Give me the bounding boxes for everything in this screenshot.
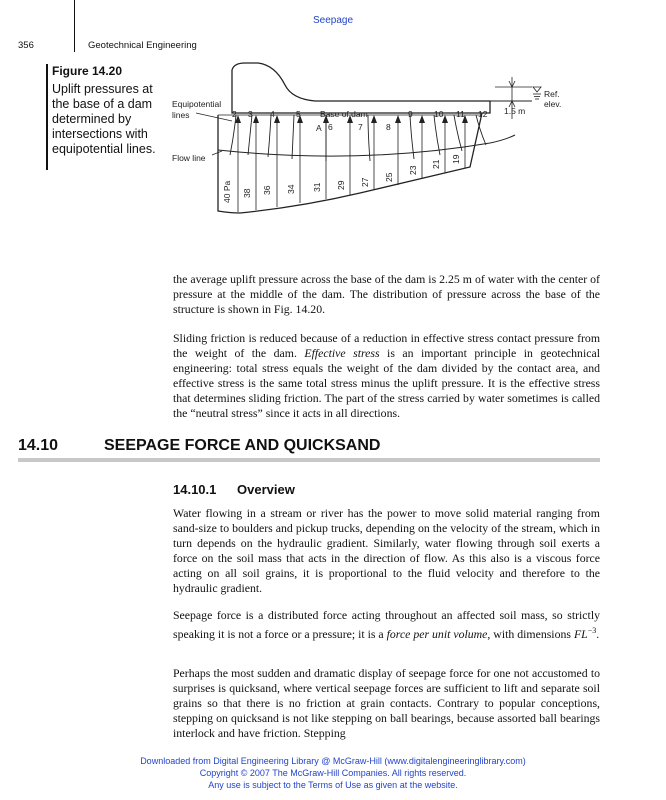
header-divider — [74, 0, 75, 52]
text-run: , with dimensions — [487, 626, 571, 641]
flow-line-leader — [212, 151, 222, 155]
paragraph-quicksand — [173, 666, 600, 741]
pressure-value: 29 — [336, 180, 346, 190]
equipotential-label-1: Equipotential — [172, 99, 222, 109]
footer-download-link[interactable]: Downloaded from Digital Engineering Library @ McGraw-Hill (www.digitalengineeringlibrary.com) — [140, 756, 526, 766]
footer-copyright: Copyright © 2007 The McGraw-Hill Companies. All rights reserved. — [199, 768, 467, 778]
figure-label: Figure 14.20 — [52, 64, 123, 78]
head-label: 1.5 m — [504, 106, 526, 116]
figure-caption: Uplift pressures at the base of a dam determined by intersections with equipotential lines. — [52, 82, 156, 156]
running-header-link[interactable]: Seepage — [312, 15, 354, 26]
line-number: 3 — [248, 109, 253, 119]
line-number: 10 — [434, 109, 444, 119]
pressure-value: 25 — [384, 172, 394, 182]
dimension: FL — [573, 626, 588, 641]
line-number: 12 — [478, 109, 488, 119]
pressure-value: 36 — [262, 185, 272, 195]
emphasis: force per unit volume — [386, 626, 488, 641]
text-run: Seepage force is a distributed force acting throughout an affected soil mass, so strictly speaking it is not a force or a pressure; it is a — [173, 608, 600, 641]
paragraph-sliding-friction — [173, 331, 600, 421]
paragraph-seepage-force — [173, 608, 600, 642]
inner-line-number: 8 — [386, 122, 391, 132]
paragraph-text: the average uplift pressure across the base of the dam is 2.25 m of water with the center of pressure at the middle of the dam. The distribution of pressure across the base of the structure is shown in Fig. 14.20. — [173, 272, 600, 316]
uplift-pressure-diagram — [160, 55, 600, 265]
flow-line-label: Flow line — [172, 153, 206, 163]
line-number: 4 — [270, 109, 275, 119]
figure-caption-bar — [46, 64, 48, 170]
running-head: Geotechnical Engineering — [88, 40, 197, 51]
paragraph-text — [173, 331, 600, 421]
subsection-number: 14.10.1 — [173, 482, 217, 497]
exponent: −3 — [587, 626, 597, 635]
equipotential-label-2: lines — [172, 110, 190, 120]
dam-outline — [232, 63, 490, 113]
paragraph-text: Perhaps the most sudden and dramatic display of seepage force for one not accustomed to surprises is quicksand, where vertical seepage forces are sufficient to lift and separate soil grains so that there is no friction at grain contacts. Contrary to popular conceptions, stepping on quicksand is not like stepping on ball bearings, because assorted ball bearings interlock and have friction. Stepping — [173, 666, 600, 740]
section-number: 14.10 — [18, 437, 59, 454]
line-number: 2 — [232, 109, 237, 119]
ref-elevation-marker — [533, 87, 541, 92]
text-run: Sliding friction is reduced because of a reduction in effective stress contact pressure from the weight of the dam. — [173, 331, 600, 360]
subsection-title: Overview — [237, 482, 295, 497]
point-a-label: A — [316, 123, 322, 133]
section-heading — [18, 437, 380, 455]
base-of-dam-label: Base of dam — [320, 109, 368, 119]
text-run: . — [596, 626, 600, 641]
paragraph-text: Water flowing in a stream or river has the power to move solid material ranging from sand-size to boulders and pickup trucks, depending on the velocity of the stream, which in turn depends on the hydraulic gradient. Similarly, water flowing through soil exerts a force on the soil mass that acts in the direction of flow. As this also is a viscous force acting on all soil grains, it is proportional to the fluid velocity and therefore to the hydraulic gradient. — [173, 506, 600, 595]
line-number: 11 — [456, 109, 465, 119]
equipotential-leader — [196, 113, 232, 121]
line-number: 5 — [296, 109, 301, 119]
ref-label-2: elev. — [544, 99, 562, 109]
ref-label-1: Ref. — [544, 89, 560, 99]
paragraph-text — [173, 608, 600, 642]
pressure-value: 34 — [286, 184, 296, 194]
inner-line-number: 6 — [328, 122, 333, 132]
footer-terms-link[interactable]: Any use is subject to the Terms of Use as given at the website. — [208, 780, 458, 790]
pressure-value: 23 — [408, 165, 418, 175]
emphasis: Effective stress — [304, 346, 380, 360]
inner-line-number: 7 — [358, 122, 363, 132]
pressure-value: 21 — [431, 159, 441, 169]
text-run: is an important principle in geotechnical engineering: total stress equals the weight of the dam divided by the contact area, and effective stress is the same total stress minus the uplift pressure. It is the effective stress that determines sliding friction. The part of the stress carried by water sometimes is called the “neutral stress” since it acts in all directions. — [173, 346, 600, 420]
pressure-value: 38 — [242, 188, 252, 198]
pressure-value: 40 Pa — [222, 180, 232, 203]
flow-line — [218, 135, 515, 156]
section-rule — [18, 458, 600, 462]
section-title: SEEPAGE FORCE AND QUICKSAND — [104, 437, 381, 454]
pressure-value: 31 — [312, 182, 322, 192]
page-number: 356 — [18, 40, 34, 51]
line-number: 9 — [408, 109, 413, 119]
pressure-value: 27 — [360, 177, 370, 187]
subsection-heading — [173, 482, 295, 497]
pressure-value: 19 — [451, 154, 461, 164]
paragraph-uplift-average — [173, 272, 600, 317]
paragraph-overview — [173, 506, 600, 596]
